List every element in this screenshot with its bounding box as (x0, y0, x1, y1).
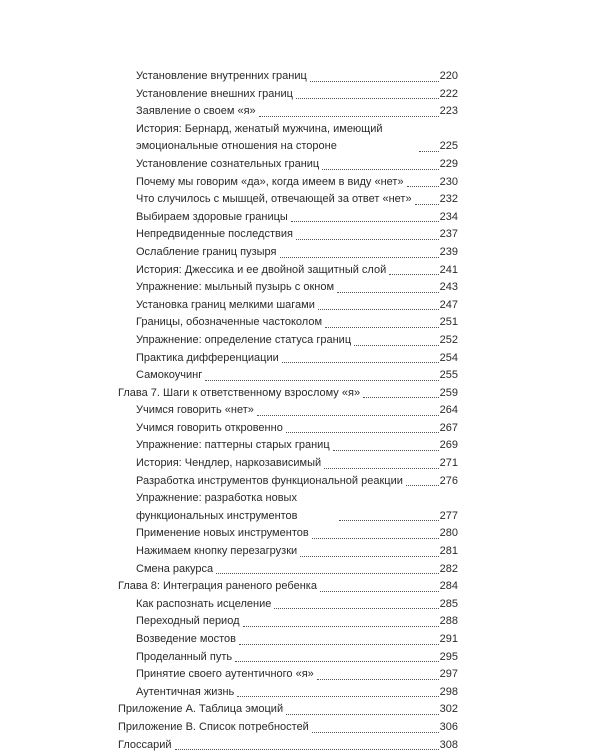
toc-entry[interactable] (118, 244, 458, 262)
toc-entry-title: Непредвиденные последствия (136, 228, 293, 241)
toc-entry-title: История: Джессика и ее двойной защитный слой (136, 263, 387, 276)
dot-leader (312, 538, 439, 539)
toc-entry[interactable] (118, 332, 458, 350)
dot-leader (259, 116, 439, 117)
toc-entry-title: Как распознать исцеление (136, 597, 272, 610)
toc-entry-title: Применение новых инструментов (136, 527, 309, 540)
toc-entry-title: Заявление о своем «я» (136, 105, 256, 118)
toc-entry-title: Самокоучинг (136, 369, 203, 382)
dot-leader (318, 309, 439, 310)
toc-entry-page: 291 (439, 633, 458, 645)
toc-entry-page: 222 (439, 87, 458, 100)
dot-leader (296, 98, 439, 99)
toc-chapter-page: 284 (439, 580, 458, 593)
toc-chapter[interactable] (118, 737, 458, 754)
toc-entry-page: 247 (439, 298, 458, 311)
toc-entry[interactable] (118, 297, 458, 315)
toc-entry[interactable] (118, 402, 458, 420)
toc-entry-page: 229 (439, 157, 458, 170)
toc-entry[interactable] (118, 68, 458, 86)
dot-leader (274, 608, 438, 609)
toc-entry-title: Разработка инструментов функциональной реакции (136, 474, 403, 487)
dot-leader (310, 81, 439, 82)
toc-entry[interactable] (118, 121, 458, 156)
toc-entry[interactable] (118, 437, 458, 455)
toc-entry-page: 276 (439, 474, 458, 487)
toc-entry-title: Учимся говорить «нет» (136, 404, 254, 417)
toc-entry[interactable] (118, 209, 458, 227)
toc-entry[interactable] (118, 262, 458, 280)
dot-leader (280, 257, 439, 258)
toc-entry-title: Установка границ мелкими шагами (136, 298, 315, 311)
toc-entry-title: Нажимаем кнопку перезагрузки (136, 545, 298, 558)
toc-entry-page: 282 (439, 562, 458, 575)
dot-leader (415, 204, 439, 205)
toc-entry-page: 230 (439, 175, 458, 188)
dot-leader (237, 696, 438, 697)
toc-entry[interactable] (118, 420, 458, 438)
dot-leader (257, 415, 439, 416)
toc-entry-page: 232 (439, 193, 458, 206)
toc-entry-page: 243 (439, 281, 458, 294)
toc-entry[interactable] (118, 86, 458, 104)
toc-entry-title: Упражнение: мыльный пузырь с окном (136, 281, 335, 294)
dot-leader (235, 661, 439, 662)
toc-entry-page: 254 (439, 351, 458, 364)
toc-entry-page: 285 (439, 597, 458, 610)
dot-leader (333, 450, 439, 451)
dot-leader (363, 397, 439, 398)
toc-chapter[interactable] (118, 719, 458, 737)
toc-entry-page: 298 (439, 685, 458, 698)
toc-entry-title: Установление внутренних границ (136, 70, 307, 82)
dot-leader (317, 679, 439, 680)
toc-entry[interactable] (118, 350, 458, 368)
toc-entry-title: Границы, обозначенные частоколом (136, 316, 323, 329)
toc-entry-title: Практика дифференциации (136, 351, 279, 364)
toc-entry[interactable] (118, 174, 458, 192)
toc-entry[interactable] (118, 561, 458, 579)
dot-leader (205, 380, 438, 381)
toc-entry-title: Переходный период (136, 615, 240, 628)
dot-leader (337, 292, 439, 293)
toc-entry-page: 225 (439, 140, 458, 153)
toc-entry[interactable] (118, 279, 458, 297)
toc-entry-page: 241 (439, 263, 458, 276)
toc-entry-page: 269 (439, 439, 458, 452)
dot-leader (419, 151, 439, 152)
toc-entry-page: 239 (439, 245, 458, 258)
toc-entry-title: Проделанный путь (136, 650, 233, 663)
toc-entry-title: Выбираем здоровые границы (136, 210, 288, 223)
toc-entry-title: Что случилось с мышцей, отвечающей за ответ «нет» (136, 193, 412, 206)
toc-chapter-title: Глава 8: Интеграция раненого ребенка (118, 580, 317, 593)
toc-entry-page: 288 (439, 615, 458, 628)
dot-leader (216, 573, 438, 574)
toc-entry[interactable] (118, 525, 458, 543)
toc-chapter[interactable] (118, 385, 458, 403)
toc-entry-page: 251 (439, 316, 458, 329)
toc-entry[interactable] (118, 490, 458, 525)
toc-entry[interactable] (118, 543, 458, 561)
toc-entry-title: Учимся говорить откровенно (136, 421, 283, 434)
toc-entry[interactable] (118, 649, 458, 667)
dot-leader (322, 169, 438, 170)
dot-leader (407, 186, 439, 187)
dot-leader (339, 520, 439, 521)
toc-entry-page: 255 (439, 369, 458, 382)
dot-leader (320, 591, 439, 592)
toc-entry-page: 297 (439, 668, 458, 681)
toc-entry[interactable] (118, 367, 458, 385)
toc-entry-page: 237 (439, 228, 458, 241)
toc-entry-title: Почему мы говорим «да», когда имеем в виду «нет» (136, 175, 404, 188)
dot-leader (406, 485, 439, 486)
toc-entry-page: 277 (439, 509, 458, 522)
toc-chapter-page: 306 (439, 720, 458, 733)
toc-entry[interactable] (118, 455, 458, 473)
toc-chapter-page: 259 (439, 386, 458, 399)
toc-chapter-title: Приложение В. Список потребностей (118, 720, 309, 733)
toc-entry-page: 280 (439, 527, 458, 540)
toc-entry-title: Упражнение: определение статуса границ (136, 333, 352, 346)
toc-entry-page: 295 (439, 650, 458, 663)
toc-chapter-title: Глава 7. Шаги к ответственному взрослому «я» (118, 386, 361, 399)
dot-leader (296, 239, 439, 240)
toc-entry[interactable] (118, 473, 458, 491)
toc-entry-title: История: Чендлер, наркозависимый (136, 457, 322, 470)
dot-leader (286, 432, 439, 433)
dot-leader (300, 556, 438, 557)
dot-leader (312, 732, 439, 733)
dot-leader (325, 327, 439, 328)
toc-entry-page: 252 (439, 333, 458, 346)
toc-entry-page: 271 (439, 457, 458, 470)
dot-leader (282, 362, 439, 363)
dot-leader (291, 221, 439, 222)
toc-entry[interactable] (118, 314, 458, 332)
dot-leader (239, 644, 439, 645)
toc-entry[interactable] (118, 666, 458, 684)
toc-chapter[interactable] (118, 578, 458, 596)
toc-entry-title: Аутентичная жизнь (136, 685, 235, 698)
toc-entry-title: Установление внешних границ (136, 87, 293, 100)
dot-leader (243, 626, 439, 627)
toc-entry-page: 267 (439, 421, 458, 434)
toc-entry-page: 223 (439, 105, 458, 118)
toc-chapter-page: 308 (439, 738, 458, 751)
toc-entry[interactable] (118, 613, 458, 631)
toc-entry-title: Принятие своего аутентичного «я» (136, 668, 314, 681)
toc-entry-title: Смена ракурса (136, 562, 214, 575)
toc-entry-title: Упражнение: паттерны старых границ (136, 439, 330, 452)
toc-entry[interactable] (118, 191, 458, 209)
dot-leader (324, 468, 439, 469)
toc-entry[interactable] (118, 631, 458, 649)
dot-leader (389, 274, 438, 275)
toc-entry-title: Упражнение: разработка новых функциональных инструментов (136, 492, 298, 522)
toc-entry-title: Ослабление границ пузыря (136, 245, 277, 258)
dot-leader (286, 714, 439, 715)
toc-entry-title: История: Бернард, женатый мужчина, имеющий эмоциональные отношения на стороне (136, 122, 383, 153)
toc-entry[interactable] (118, 103, 458, 121)
toc-entry[interactable] (118, 596, 458, 614)
toc-entry[interactable] (118, 684, 458, 702)
toc-chapter-title: Приложение А. Таблица эмоций (118, 703, 284, 716)
toc-entry-page: 220 (439, 70, 458, 82)
toc-chapter[interactable] (118, 701, 458, 719)
dot-leader (354, 345, 439, 346)
toc-entry-page: 264 (439, 404, 458, 417)
toc-entry-title: Установление сознательных границ (136, 157, 320, 170)
toc-entry-page: 281 (439, 545, 458, 558)
toc-chapter-page: 302 (439, 703, 458, 716)
table-of-contents (118, 68, 458, 754)
toc-entry[interactable] (118, 226, 458, 244)
toc-entry-page: 234 (439, 210, 458, 223)
toc-entry[interactable] (118, 156, 458, 174)
toc-entry-title: Возведение мостов (136, 633, 236, 645)
toc-chapter-title: Глоссарий (118, 738, 172, 751)
